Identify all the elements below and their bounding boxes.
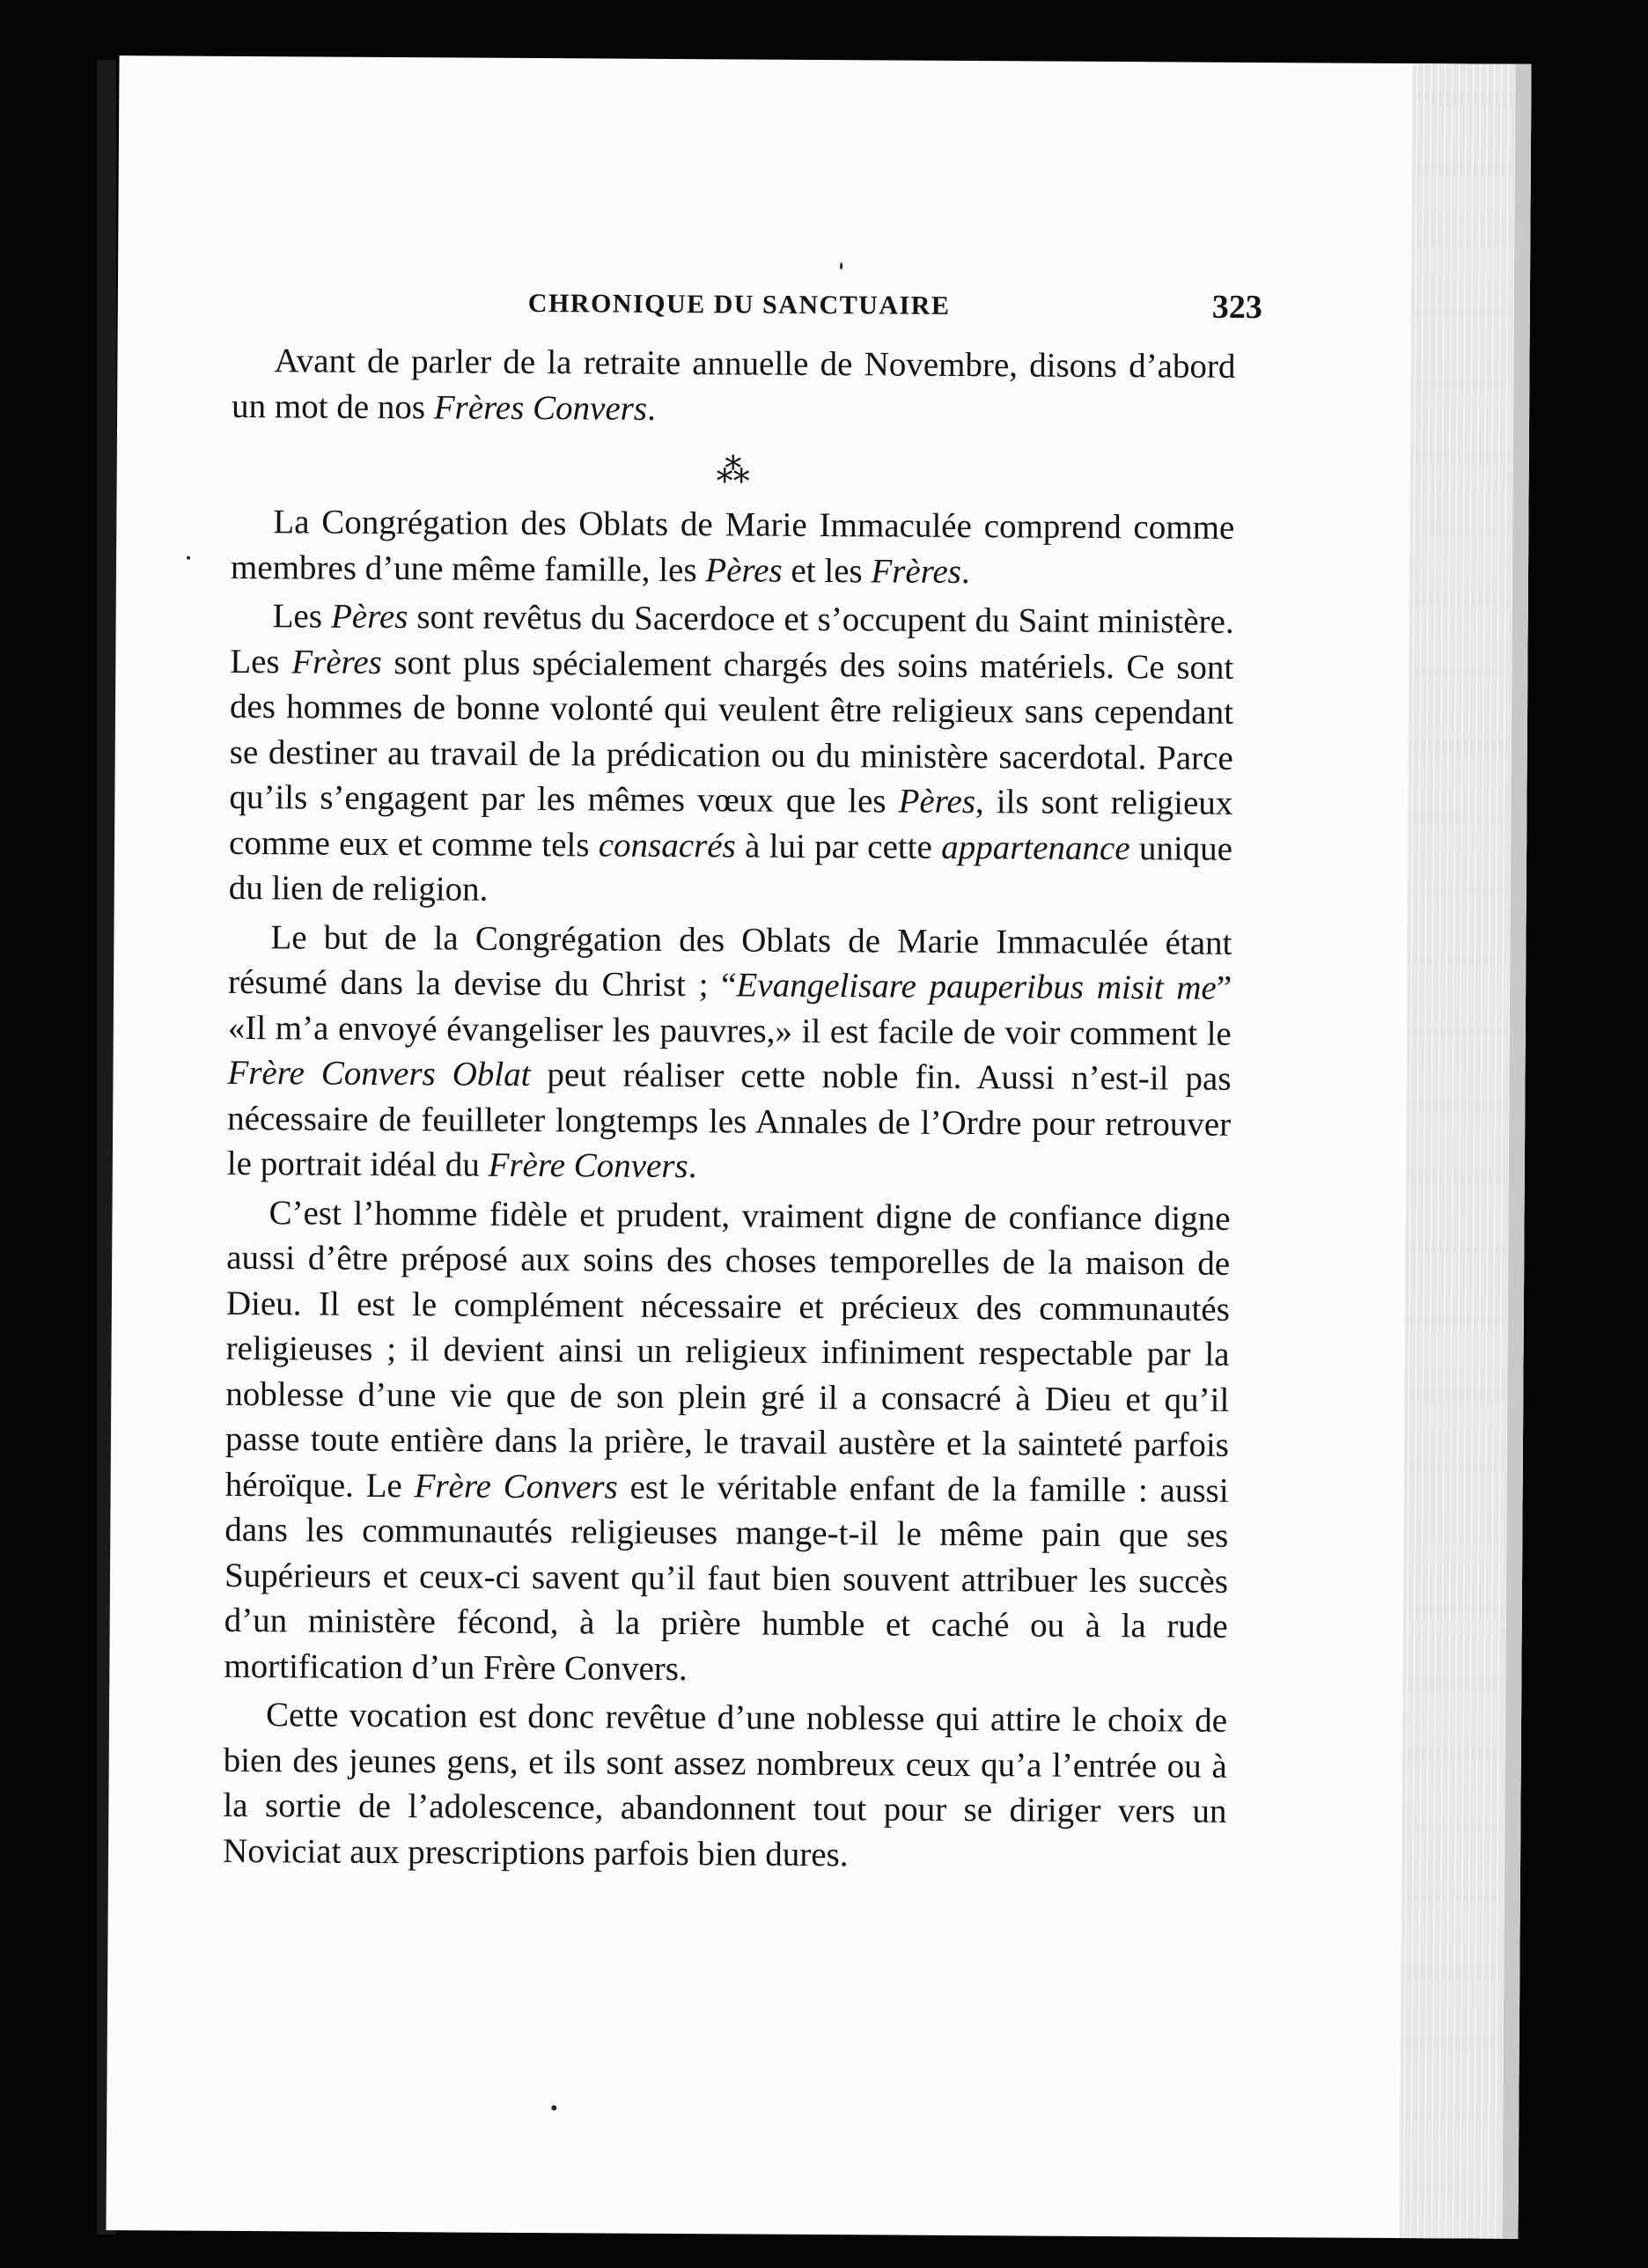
italic-run: Frère Convers bbox=[414, 1466, 618, 1506]
text-run: C’est l’homme fidèle et prudent, vraiment digne de confiance digne aussi d’être préposé aux soins des choses temporelles de la maison de Dieu. Il est le complément nécessaire et précieux des communautés religieuses ; il devient ainsi un religieux infiniment respectable par la noblesse d’une vie que de son plein gré il a consacré à Dieu et qu’il passe toute entière dans la prière, le travail austère et la sainteté parfois héroïque. Le bbox=[224, 1193, 1231, 1505]
text-run: sont plus spécialement chargés des soins matériels. Ce sont des hommes de bonne volonté qui veulent être religieux sans cependant se destiner au travail de la prédication ou du ministère sacerdotal. Parce qu’ils s’engagent par les mêmes vœux que les bbox=[229, 643, 1234, 821]
text-run: est le véritable enfant de la famille : aussi dans les communautés religieuses mange-t-il le même pain que ses Supérieurs et ceux-ci savent qu’il faut bien souvent attribuer les succès d’un ministère fécond, à la prière humble et caché ou à la rude mortification d’un Frère Convers. bbox=[224, 1468, 1229, 1688]
italic-run: Frère Convers Oblat bbox=[227, 1053, 531, 1094]
text-run: Avant de parler de la retraite annuelle de Novembre, disons d’abord un mot de nos bbox=[232, 342, 1236, 426]
print-speck bbox=[840, 262, 842, 269]
page-number: 323 bbox=[1211, 288, 1262, 327]
text-run: Cette vocation est donc revêtue d’une noblesse qui attire le choix de bien des jeunes gens, et ils sont assez nombreux ceux qu’a l’entrée ou à la sortie de l’adolescence, abandonnent tout pour se diriger vers un Noviciat aux prescriptions parfois bien dures. bbox=[222, 1696, 1228, 1874]
paragraph-homme-fidele bbox=[224, 1189, 1230, 1694]
paragraph-intro bbox=[232, 338, 1236, 435]
paragraph-congregation bbox=[231, 499, 1235, 596]
print-speck bbox=[551, 2105, 556, 2110]
paragraph-vocation bbox=[223, 1692, 1227, 1880]
text-run: à lui par cette bbox=[735, 826, 942, 866]
asterism-separator: ⁂ bbox=[716, 453, 750, 490]
italic-run: appartenance bbox=[941, 828, 1130, 867]
italic-run: Pères bbox=[330, 597, 408, 637]
italic-run: Frère Convers bbox=[488, 1145, 688, 1186]
italic-run: Frères bbox=[871, 551, 962, 591]
text-run: sont revêtus du Sacerdoce et s’occupent du Saint ministère. Les bbox=[230, 598, 1234, 681]
italic-run: Pères bbox=[898, 782, 976, 821]
text-run: Le but de la Congrégation des Oblats de Marie Immaculée étant résumé dans la devise du Christ ; “ bbox=[228, 917, 1232, 1005]
paragraph-peres-freres bbox=[229, 593, 1234, 917]
italic-run: Frères Convers bbox=[433, 387, 648, 428]
text-run: La Congrégation des Oblats de Marie Immaculée comprend comme membres d’une même famille, les bbox=[230, 503, 1235, 589]
text-run: , ils sont religieux comme eux et comme tels bbox=[228, 783, 1233, 864]
text-run: . bbox=[960, 552, 970, 591]
italic-run: Evangelisare pauperibus misit me bbox=[736, 966, 1217, 1007]
book-page bbox=[106, 55, 1531, 2239]
paragraph-but bbox=[227, 914, 1232, 1192]
text-run: peut réaliser cette noble fin. Aussi n’est-il pas nécessaire de feuilleter longtemps les Annales de l’Ordre pour retrouver le portrait idéal du bbox=[226, 1055, 1232, 1184]
running-title: CHRONIQUE DU SANCTUAIRE bbox=[527, 288, 951, 320]
italic-run: Frères bbox=[291, 642, 382, 681]
text-run: ” «Il m’a envoyé évangeliser les pauvres,» il est facile de voir comment le bbox=[227, 968, 1232, 1053]
text-run: . bbox=[688, 1147, 697, 1186]
text-run: unique du lien de religion. bbox=[228, 828, 1233, 909]
text-run: et les bbox=[782, 551, 872, 590]
italic-run: Pères bbox=[705, 550, 783, 590]
print-speck bbox=[187, 556, 190, 560]
running-head bbox=[232, 287, 1262, 337]
text-run: . bbox=[646, 389, 656, 428]
text-run: Les bbox=[272, 597, 332, 636]
page-edges bbox=[1399, 63, 1531, 2239]
text-block bbox=[222, 287, 1262, 1880]
italic-run: consacrés bbox=[598, 825, 736, 865]
